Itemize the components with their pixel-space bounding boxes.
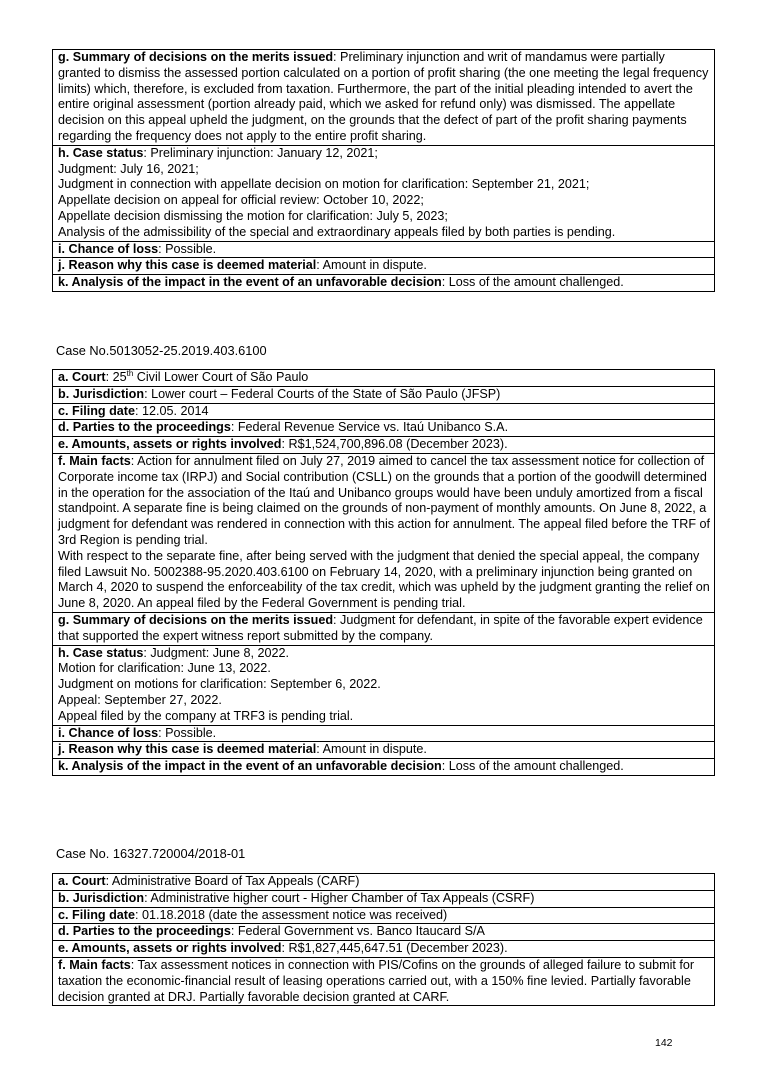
case-2-table bbox=[52, 369, 715, 776]
case-2-c-label: c. Filing date bbox=[58, 403, 135, 418]
case-2-a-post: Civil Lower Court of São Paulo bbox=[133, 370, 309, 384]
case-3-court bbox=[53, 874, 715, 891]
case-2-c-text: : 12.05. 2014 bbox=[134, 403, 209, 418]
case-2-reason-material bbox=[53, 742, 715, 759]
case-2-amounts bbox=[53, 437, 715, 454]
case-2-k-text: : Loss of the amount challenged. bbox=[441, 759, 624, 774]
case-2-g-label: g. Summary of decisions on the merits issued bbox=[58, 612, 334, 627]
case-2-a-label: a. Court bbox=[58, 370, 106, 384]
case-2-k-label: k. Analysis of the impact in the event of an unfavorable decision bbox=[58, 759, 442, 774]
case-2-parties bbox=[53, 420, 715, 437]
case-2-a-sup: th bbox=[126, 368, 134, 378]
case-2-h-line: Appeal filed by the company at TRF3 is pending trial. bbox=[58, 708, 354, 723]
case-3-row-b bbox=[53, 890, 715, 907]
case-2-case-status bbox=[53, 645, 715, 725]
case-2-chance-of-loss bbox=[53, 725, 715, 742]
case-2-d-text: : Federal Revenue Service vs. Itaú Unibanco S.A. bbox=[230, 420, 509, 435]
case-1-j-label: j. Reason why this case is deemed material bbox=[58, 258, 317, 273]
case-2-f-paragraph-2: With respect to the separate fine, after being served with the judgment that denied the special appeal, the company filed Lawsuit No. 5002388-95.2020.403.6100 on February 14, 2020, with a preliminary injunction being granted on March 4, 2020 to suspend the enforceability of the tax credit, which was upheld by the judgment granting the relief on June 8, 2020. An appeal filed by the Federal Government is pending trial. bbox=[58, 548, 710, 611]
case-1-i-label: i. Chance of loss bbox=[58, 241, 159, 256]
case-2-summary-decisions bbox=[53, 612, 715, 645]
case-2-j-text: : Amount in dispute. bbox=[316, 742, 427, 757]
case-2-d-label: d. Parties to the proceedings bbox=[58, 420, 231, 435]
case-2-row-a bbox=[53, 370, 715, 387]
case-2-f-paragraph bbox=[58, 454, 711, 549]
case-2-f-text: : Action for annulment filed on July 27, 2019 aimed to cancel the tax assessment notice for collection of Corporate income tax (IRPJ) and Social contribution (CSLL) on the grounds that a portion of the goodwill determined in the operation for the association of the Itaú and Unibanco groups would have been unduly amortized from a fiscal standpoint. A separate fine is being claimed on the grounds of non-payment of monthly amounts. On June 8, 2022, a judgment for defendant was rendered in connection with this action for annulment. The appeal filed before the TRF of 3rd Region is pending trial. bbox=[58, 453, 711, 547]
case-1-row-k bbox=[53, 275, 715, 292]
case-3-a-label: a. Court bbox=[58, 874, 106, 888]
case-2-h-first-line bbox=[58, 646, 711, 662]
case-2-row-c bbox=[53, 403, 715, 420]
case-3-row-e bbox=[53, 941, 715, 958]
case-2-row-e bbox=[53, 437, 715, 454]
case-3-c-label: c. Filing date bbox=[58, 907, 135, 922]
case-1-row-h bbox=[53, 145, 715, 241]
case-3-parties bbox=[53, 924, 715, 941]
case-1-h-label: h. Case status bbox=[58, 145, 144, 160]
case-3-e-label: e. Amounts, assets or rights involved bbox=[58, 941, 282, 956]
case-1-case-status bbox=[53, 145, 715, 241]
case-2-h-line: Motion for clarification: June 13, 2022. bbox=[58, 661, 271, 676]
case-3-b-text: : Administrative higher court - Higher Chamber of Tax Appeals (CSRF) bbox=[144, 890, 535, 905]
case-2-h-label: h. Case status bbox=[58, 645, 144, 660]
case-1-k-text: : Loss of the amount challenged. bbox=[441, 275, 624, 290]
case-3-row-c bbox=[53, 907, 715, 924]
case-2-h-first: : Judgment: June 8, 2022. bbox=[143, 645, 290, 660]
case-3-table bbox=[52, 873, 715, 1006]
case-3-amounts bbox=[53, 941, 715, 958]
case-1-h-line: Appellate decision dismissing the motion for clarification: July 5, 2023; bbox=[58, 208, 448, 223]
case-3-d-label: d. Parties to the proceedings bbox=[58, 924, 231, 939]
case-3-a-text: : Administrative Board of Tax Appeals (CARF) bbox=[105, 874, 360, 888]
case-2-f-label: f. Main facts bbox=[58, 453, 131, 468]
case-3-f-text: : Tax assessment notices in connection with PIS/Cofins on the grounds of alleged failure to submit for taxation the economic-financial result of leasing operations carried out, with a 150% fine levied. Partially favorable decision granted at DRJ. Partially favorable decision granted at CARF. bbox=[58, 957, 695, 1004]
case-3-jurisdiction bbox=[53, 890, 715, 907]
case-2-row-h bbox=[53, 645, 715, 725]
case-3-f-label: f. Main facts bbox=[58, 957, 131, 972]
page-number: 142 bbox=[655, 1037, 673, 1049]
case-1-table bbox=[52, 49, 715, 292]
case-1-g-label: g. Summary of decisions on the merits issued bbox=[58, 50, 334, 64]
case-2-row-g bbox=[53, 612, 715, 645]
case-2-h-line: Judgment on motions for clarification: September 6, 2022. bbox=[58, 677, 381, 692]
case-3-d-text: : Federal Government vs. Banco Itaucard S/A bbox=[230, 924, 485, 939]
case-2-h-line: Appeal: September 27, 2022. bbox=[58, 692, 222, 707]
case-1-row-g bbox=[53, 50, 715, 146]
case-2-filing-date bbox=[53, 403, 715, 420]
case-1-h-first-line bbox=[58, 146, 711, 162]
case-3-row-d bbox=[53, 924, 715, 941]
case-3-filing-date bbox=[53, 907, 715, 924]
case-2-heading: Case No.5013052-25.2019.403.6100 bbox=[56, 343, 267, 358]
case-1-h-first: : Preliminary injunction: January 12, 2021; bbox=[143, 145, 378, 160]
case-2-b-label: b. Jurisdiction bbox=[58, 386, 145, 401]
case-2-row-d bbox=[53, 420, 715, 437]
case-1-chance-of-loss bbox=[53, 241, 715, 258]
case-3-row-a bbox=[53, 874, 715, 891]
case-3-c-text: : 01.18.2018 (date the assessment notice was received) bbox=[134, 907, 448, 922]
case-1-row-j bbox=[53, 258, 715, 275]
case-1-h-line: Judgment: July 16, 2021; bbox=[58, 161, 199, 176]
case-2-row-b bbox=[53, 386, 715, 403]
case-1-h-line: Judgment in connection with appellate decision on motion for clarification: September 21, 2021; bbox=[58, 177, 590, 192]
case-1-i-text: : Possible. bbox=[158, 241, 217, 256]
case-2-row-f bbox=[53, 453, 715, 612]
case-2-a-pre: : 25 bbox=[105, 370, 127, 384]
case-3-e-text: : R$1,827,445,647.51 (December 2023). bbox=[281, 941, 508, 956]
case-2-i-label: i. Chance of loss bbox=[58, 725, 159, 740]
case-2-e-label: e. Amounts, assets or rights involved bbox=[58, 437, 282, 452]
case-3-heading: Case No. 16327.720004/2018-01 bbox=[56, 846, 246, 861]
case-3-b-label: b. Jurisdiction bbox=[58, 890, 145, 905]
case-1-h-line: Appellate decision on appeal for official review: October 10, 2022; bbox=[58, 193, 424, 208]
case-3-row-f bbox=[53, 957, 715, 1005]
case-2-court bbox=[53, 370, 715, 387]
case-1-h-line: Analysis of the admissibility of the special and extraordinary appeals filed by both parties is pending. bbox=[58, 224, 616, 239]
case-2-i-text: : Possible. bbox=[158, 725, 217, 740]
case-2-row-i bbox=[53, 725, 715, 742]
case-3-main-facts bbox=[53, 957, 715, 1005]
case-2-jurisdiction bbox=[53, 386, 715, 403]
case-1-impact-analysis bbox=[53, 275, 715, 292]
case-2-j-label: j. Reason why this case is deemed material bbox=[58, 742, 317, 757]
case-2-row-j bbox=[53, 742, 715, 759]
case-1-k-label: k. Analysis of the impact in the event of an unfavorable decision bbox=[58, 275, 442, 290]
case-2-impact-analysis bbox=[53, 759, 715, 776]
case-1-g-text: : Preliminary injunction and writ of mandamus were partially granted to dismiss the assessed portion calculated on a portion of profit sharing (the one meeting the legal frequency limits) which, therefore, is excluded from taxation. Furthermore, the part of the initial pleading intended to avert the entire original assessment (portion already paid, which we asked for refund only) was dismissed. The appellate decision on this appeal upheld the judgment, on the grounds that the defect of part of the profit sharing payments regarding the frequency does not apply to the entire profit sharing. bbox=[58, 50, 709, 143]
case-1-j-text: : Amount in dispute. bbox=[316, 258, 427, 273]
case-2-b-text: : Lower court – Federal Courts of the State of São Paulo (JFSP) bbox=[144, 386, 501, 401]
case-1-row-i bbox=[53, 241, 715, 258]
case-1-reason-material bbox=[53, 258, 715, 275]
case-2-e-text: : R$1,524,700,896.08 (December 2023). bbox=[281, 437, 508, 452]
case-2-row-k bbox=[53, 759, 715, 776]
case-2-g-text: : Judgment for defendant, in spite of the favorable expert evidence that supported the expert witness report submitted by the company. bbox=[58, 612, 703, 643]
case-1-summary-decisions bbox=[53, 50, 715, 146]
case-2-main-facts bbox=[53, 453, 715, 612]
